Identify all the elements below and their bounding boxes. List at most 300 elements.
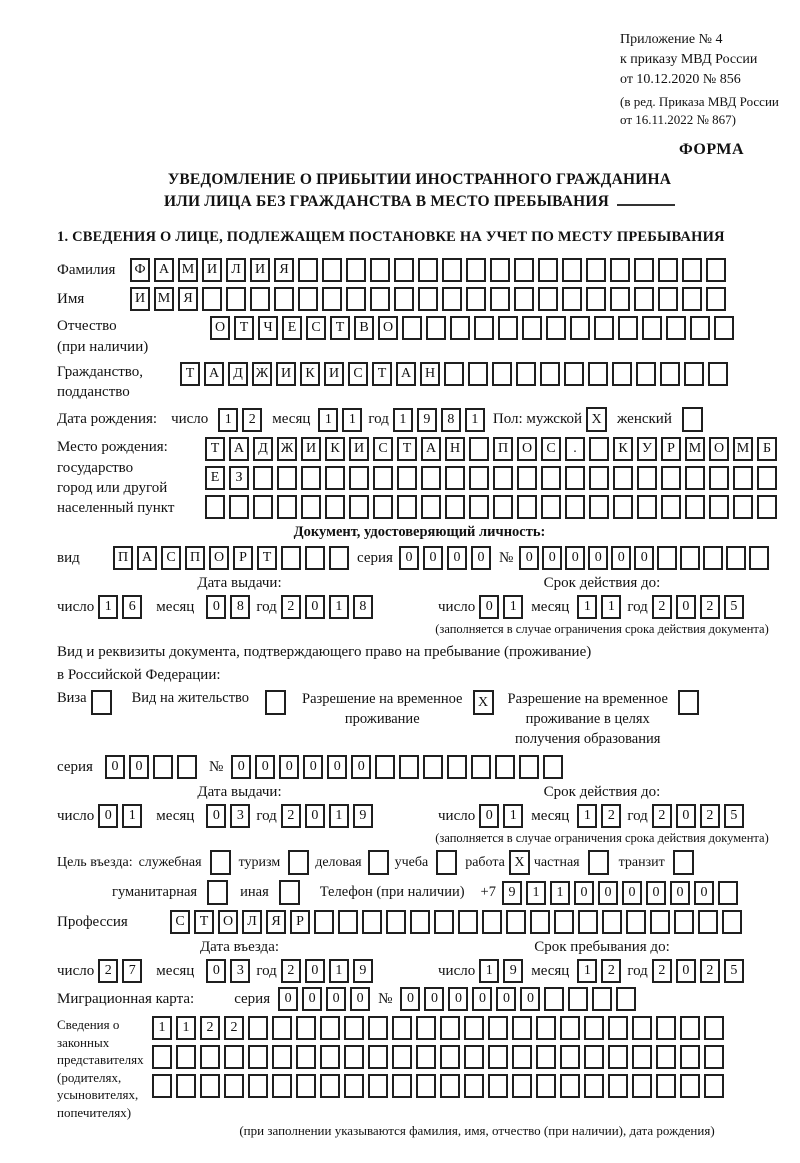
char-cell[interactable] [305, 546, 325, 570]
char-cell[interactable]: 0 [423, 546, 443, 570]
char-cell[interactable] [658, 287, 678, 311]
char-cell[interactable]: 0 [278, 987, 298, 1011]
char-cell[interactable] [680, 1016, 700, 1040]
char-cell[interactable] [684, 362, 704, 386]
char-cell[interactable] [682, 287, 702, 311]
char-cell[interactable] [512, 1016, 532, 1040]
char-cell[interactable] [538, 287, 558, 311]
char-cell[interactable] [200, 1074, 220, 1098]
char-cell[interactable] [229, 495, 249, 519]
char-cell[interactable]: Т [180, 362, 200, 386]
char-cell[interactable]: 2 [224, 1016, 244, 1040]
char-cell[interactable]: А [396, 362, 416, 386]
char-cell[interactable] [517, 466, 537, 490]
char-cell[interactable]: М [178, 258, 198, 282]
char-cell[interactable]: 1 [577, 595, 597, 619]
char-cell[interactable] [320, 1016, 340, 1040]
char-cell[interactable]: М [733, 437, 753, 461]
char-cell[interactable] [757, 495, 777, 519]
char-cell[interactable]: 2 [601, 804, 621, 828]
char-cell[interactable]: 0 [676, 959, 696, 983]
char-cell[interactable] [757, 466, 777, 490]
char-cell[interactable] [325, 466, 345, 490]
char-cell[interactable] [594, 316, 614, 340]
char-cell[interactable]: А [204, 362, 224, 386]
char-cell[interactable] [560, 1074, 580, 1098]
char-cell[interactable] [320, 1074, 340, 1098]
char-cell[interactable] [637, 495, 657, 519]
char-cell[interactable]: 0 [611, 546, 631, 570]
char-cell[interactable] [562, 258, 582, 282]
char-cell[interactable] [386, 910, 406, 934]
char-cell[interactable] [708, 362, 728, 386]
char-cell[interactable] [200, 1045, 220, 1069]
char-cell[interactable] [176, 1074, 196, 1098]
char-cell[interactable] [488, 1016, 508, 1040]
char-cell[interactable] [277, 495, 297, 519]
char-cell[interactable] [660, 362, 680, 386]
char-cell[interactable]: 2 [200, 1016, 220, 1040]
char-cell[interactable] [253, 466, 273, 490]
char-cell[interactable]: С [373, 437, 393, 461]
char-cell[interactable]: Т [257, 546, 277, 570]
char-cell[interactable]: Р [233, 546, 253, 570]
char-cell[interactable]: А [137, 546, 157, 570]
char-cell[interactable]: 0 [479, 595, 499, 619]
char-cell[interactable]: Т [372, 362, 392, 386]
char-cell[interactable] [618, 316, 638, 340]
char-cell[interactable]: X [586, 407, 607, 432]
char-cell[interactable] [392, 1045, 412, 1069]
char-cell[interactable]: 0 [565, 546, 585, 570]
char-cell[interactable] [418, 258, 438, 282]
char-cell[interactable] [565, 495, 585, 519]
char-cell[interactable] [248, 1074, 268, 1098]
char-cell[interactable] [490, 258, 510, 282]
char-cell[interactable] [464, 1074, 484, 1098]
char-cell[interactable] [445, 495, 465, 519]
char-cell[interactable] [314, 910, 334, 934]
char-cell[interactable] [673, 850, 694, 875]
char-cell[interactable]: 6 [122, 595, 142, 619]
char-cell[interactable]: 0 [326, 987, 346, 1011]
char-cell[interactable]: 8 [230, 595, 250, 619]
char-cell[interactable] [541, 466, 561, 490]
char-cell[interactable] [416, 1016, 436, 1040]
char-cell[interactable] [490, 287, 510, 311]
char-cell[interactable] [560, 1016, 580, 1040]
char-cell[interactable] [514, 287, 534, 311]
char-cell[interactable] [634, 287, 654, 311]
char-cell[interactable] [402, 316, 422, 340]
char-cell[interactable]: 0 [447, 546, 467, 570]
char-cell[interactable]: 0 [351, 755, 371, 779]
char-cell[interactable]: 0 [520, 987, 540, 1011]
char-cell[interactable]: 8 [441, 408, 461, 432]
char-cell[interactable] [207, 880, 228, 905]
char-cell[interactable]: 0 [448, 987, 468, 1011]
char-cell[interactable]: П [493, 437, 513, 461]
char-cell[interactable] [632, 1074, 652, 1098]
char-cell[interactable] [608, 1045, 628, 1069]
char-cell[interactable] [589, 466, 609, 490]
char-cell[interactable]: 0 [305, 959, 325, 983]
char-cell[interactable]: И [301, 437, 321, 461]
char-cell[interactable] [495, 755, 515, 779]
char-cell[interactable]: Н [445, 437, 465, 461]
char-cell[interactable]: 0 [399, 546, 419, 570]
char-cell[interactable] [373, 495, 393, 519]
char-cell[interactable] [656, 1045, 676, 1069]
char-cell[interactable] [482, 910, 502, 934]
char-cell[interactable] [703, 546, 723, 570]
char-cell[interactable] [397, 466, 417, 490]
char-cell[interactable]: 0 [303, 755, 323, 779]
char-cell[interactable] [344, 1016, 364, 1040]
char-cell[interactable] [426, 316, 446, 340]
char-cell[interactable]: Л [226, 258, 246, 282]
char-cell[interactable]: 2 [652, 959, 672, 983]
char-cell[interactable] [410, 910, 430, 934]
char-cell[interactable] [680, 1045, 700, 1069]
char-cell[interactable] [392, 1016, 412, 1040]
char-cell[interactable]: Ж [277, 437, 297, 461]
char-cell[interactable] [344, 1045, 364, 1069]
char-cell[interactable] [682, 258, 702, 282]
char-cell[interactable]: О [218, 910, 238, 934]
char-cell[interactable]: 0 [676, 595, 696, 619]
char-cell[interactable]: 9 [353, 804, 373, 828]
char-cell[interactable] [680, 546, 700, 570]
char-cell[interactable] [272, 1074, 292, 1098]
char-cell[interactable] [517, 495, 537, 519]
char-cell[interactable]: Д [228, 362, 248, 386]
char-cell[interactable]: И [349, 437, 369, 461]
char-cell[interactable] [253, 495, 273, 519]
char-cell[interactable] [632, 1045, 652, 1069]
char-cell[interactable] [512, 1045, 532, 1069]
char-cell[interactable]: 3 [230, 804, 250, 828]
char-cell[interactable] [370, 258, 390, 282]
char-cell[interactable] [610, 287, 630, 311]
char-cell[interactable]: 0 [206, 595, 226, 619]
char-cell[interactable]: 9 [353, 959, 373, 983]
char-cell[interactable] [153, 755, 173, 779]
char-cell[interactable] [656, 1074, 676, 1098]
char-cell[interactable]: 2 [281, 595, 301, 619]
char-cell[interactable] [536, 1016, 556, 1040]
char-cell[interactable] [733, 495, 753, 519]
char-cell[interactable]: О [709, 437, 729, 461]
char-cell[interactable] [440, 1016, 460, 1040]
char-cell[interactable]: 0 [206, 804, 226, 828]
char-cell[interactable]: Ж [252, 362, 272, 386]
char-cell[interactable] [733, 466, 753, 490]
char-cell[interactable] [588, 850, 609, 875]
char-cell[interactable] [685, 495, 705, 519]
char-cell[interactable] [530, 910, 550, 934]
char-cell[interactable]: 1 [550, 881, 570, 905]
char-cell[interactable]: Р [661, 437, 681, 461]
char-cell[interactable] [202, 287, 222, 311]
char-cell[interactable] [578, 910, 598, 934]
char-cell[interactable] [544, 987, 564, 1011]
char-cell[interactable]: 1 [503, 804, 523, 828]
char-cell[interactable] [698, 910, 718, 934]
char-cell[interactable]: М [154, 287, 174, 311]
char-cell[interactable]: О [209, 546, 229, 570]
char-cell[interactable] [560, 1045, 580, 1069]
char-cell[interactable]: 0 [400, 987, 420, 1011]
char-cell[interactable] [488, 1045, 508, 1069]
char-cell[interactable] [399, 755, 419, 779]
char-cell[interactable]: 0 [279, 755, 299, 779]
char-cell[interactable] [706, 258, 726, 282]
char-cell[interactable] [564, 362, 584, 386]
char-cell[interactable]: 1 [393, 408, 413, 432]
char-cell[interactable] [714, 316, 734, 340]
char-cell[interactable]: 0 [206, 959, 226, 983]
char-cell[interactable]: С [170, 910, 190, 934]
char-cell[interactable] [436, 850, 457, 875]
char-cell[interactable]: 1 [218, 408, 238, 432]
char-cell[interactable]: 0 [424, 987, 444, 1011]
char-cell[interactable] [298, 258, 318, 282]
char-cell[interactable]: 1 [152, 1016, 172, 1040]
char-cell[interactable]: 2 [281, 804, 301, 828]
char-cell[interactable] [296, 1074, 316, 1098]
char-cell[interactable] [468, 362, 488, 386]
char-cell[interactable] [636, 362, 656, 386]
char-cell[interactable] [250, 287, 270, 311]
char-cell[interactable] [322, 287, 342, 311]
char-cell[interactable]: 2 [242, 408, 262, 432]
char-cell[interactable] [642, 316, 662, 340]
char-cell[interactable] [296, 1016, 316, 1040]
char-cell[interactable]: 2 [652, 595, 672, 619]
char-cell[interactable] [498, 316, 518, 340]
char-cell[interactable] [568, 987, 588, 1011]
char-cell[interactable] [450, 316, 470, 340]
char-cell[interactable] [536, 1074, 556, 1098]
char-cell[interactable]: 1 [329, 595, 349, 619]
char-cell[interactable]: 0 [598, 881, 618, 905]
char-cell[interactable]: Е [205, 466, 225, 490]
char-cell[interactable] [514, 258, 534, 282]
char-cell[interactable]: О [378, 316, 398, 340]
char-cell[interactable]: . [565, 437, 585, 461]
char-cell[interactable]: 8 [353, 595, 373, 619]
char-cell[interactable]: 1 [577, 959, 597, 983]
char-cell[interactable]: 0 [98, 804, 118, 828]
char-cell[interactable]: 1 [329, 804, 349, 828]
char-cell[interactable] [416, 1045, 436, 1069]
char-cell[interactable] [586, 258, 606, 282]
char-cell[interactable] [608, 1074, 628, 1098]
char-cell[interactable] [613, 495, 633, 519]
char-cell[interactable]: В [354, 316, 374, 340]
char-cell[interactable] [541, 495, 561, 519]
char-cell[interactable]: 0 [646, 881, 666, 905]
char-cell[interactable] [570, 316, 590, 340]
char-cell[interactable]: Я [178, 287, 198, 311]
char-cell[interactable] [512, 1074, 532, 1098]
char-cell[interactable] [375, 755, 395, 779]
char-cell[interactable] [726, 546, 746, 570]
char-cell[interactable] [661, 466, 681, 490]
char-cell[interactable] [536, 1045, 556, 1069]
char-cell[interactable] [466, 287, 486, 311]
char-cell[interactable]: П [113, 546, 133, 570]
char-cell[interactable] [464, 1045, 484, 1069]
char-cell[interactable] [538, 258, 558, 282]
char-cell[interactable] [608, 1016, 628, 1040]
char-cell[interactable]: Т [397, 437, 417, 461]
char-cell[interactable] [416, 1074, 436, 1098]
char-cell[interactable] [704, 1016, 724, 1040]
char-cell[interactable] [562, 287, 582, 311]
char-cell[interactable] [522, 316, 542, 340]
char-cell[interactable]: Я [274, 258, 294, 282]
char-cell[interactable] [706, 287, 726, 311]
char-cell[interactable] [626, 910, 646, 934]
char-cell[interactable]: 3 [230, 959, 250, 983]
char-cell[interactable]: А [154, 258, 174, 282]
char-cell[interactable] [554, 910, 574, 934]
char-cell[interactable]: 2 [700, 804, 720, 828]
char-cell[interactable]: Т [194, 910, 214, 934]
char-cell[interactable] [368, 1016, 388, 1040]
char-cell[interactable] [296, 1045, 316, 1069]
char-cell[interactable]: 0 [542, 546, 562, 570]
char-cell[interactable]: 7 [122, 959, 142, 983]
char-cell[interactable]: 0 [231, 755, 251, 779]
char-cell[interactable]: 0 [471, 546, 491, 570]
char-cell[interactable]: Т [330, 316, 350, 340]
char-cell[interactable] [272, 1016, 292, 1040]
char-cell[interactable]: 0 [327, 755, 347, 779]
char-cell[interactable] [632, 1016, 652, 1040]
char-cell[interactable]: Т [205, 437, 225, 461]
char-cell[interactable] [674, 910, 694, 934]
char-cell[interactable] [680, 1074, 700, 1098]
char-cell[interactable]: С [541, 437, 561, 461]
char-cell[interactable] [301, 466, 321, 490]
char-cell[interactable]: 2 [700, 959, 720, 983]
char-cell[interactable] [650, 910, 670, 934]
char-cell[interactable] [281, 546, 301, 570]
char-cell[interactable] [546, 316, 566, 340]
char-cell[interactable] [421, 495, 441, 519]
char-cell[interactable] [656, 1016, 676, 1040]
char-cell[interactable] [718, 881, 738, 905]
char-cell[interactable]: 2 [700, 595, 720, 619]
char-cell[interactable]: 0 [472, 987, 492, 1011]
char-cell[interactable] [368, 1074, 388, 1098]
char-cell[interactable]: Е [282, 316, 302, 340]
char-cell[interactable] [346, 258, 366, 282]
char-cell[interactable] [458, 910, 478, 934]
char-cell[interactable] [584, 1074, 604, 1098]
char-cell[interactable]: 0 [588, 546, 608, 570]
char-cell[interactable] [658, 258, 678, 282]
char-cell[interactable]: А [421, 437, 441, 461]
char-cell[interactable]: 1 [98, 595, 118, 619]
char-cell[interactable] [444, 362, 464, 386]
char-cell[interactable] [344, 1074, 364, 1098]
char-cell[interactable]: С [306, 316, 326, 340]
char-cell[interactable]: У [637, 437, 657, 461]
char-cell[interactable] [466, 258, 486, 282]
char-cell[interactable] [440, 1074, 460, 1098]
char-cell[interactable] [584, 1045, 604, 1069]
char-cell[interactable]: 0 [622, 881, 642, 905]
char-cell[interactable] [373, 466, 393, 490]
char-cell[interactable] [447, 755, 467, 779]
char-cell[interactable]: 1 [342, 408, 362, 432]
char-cell[interactable] [493, 495, 513, 519]
char-cell[interactable]: 5 [724, 804, 744, 828]
char-cell[interactable] [637, 466, 657, 490]
char-cell[interactable]: 1 [503, 595, 523, 619]
char-cell[interactable]: 2 [98, 959, 118, 983]
char-cell[interactable]: О [517, 437, 537, 461]
char-cell[interactable] [265, 690, 286, 715]
char-cell[interactable] [325, 495, 345, 519]
char-cell[interactable] [749, 546, 769, 570]
char-cell[interactable]: X [509, 850, 530, 875]
char-cell[interactable] [493, 466, 513, 490]
char-cell[interactable] [682, 407, 703, 432]
char-cell[interactable] [370, 287, 390, 311]
char-cell[interactable]: 1 [577, 804, 597, 828]
char-cell[interactable] [362, 910, 382, 934]
char-cell[interactable] [394, 287, 414, 311]
char-cell[interactable]: Н [420, 362, 440, 386]
char-cell[interactable]: 0 [255, 755, 275, 779]
char-cell[interactable]: 1 [318, 408, 338, 432]
char-cell[interactable]: 0 [479, 804, 499, 828]
char-cell[interactable] [540, 362, 560, 386]
char-cell[interactable]: И [276, 362, 296, 386]
char-cell[interactable] [474, 316, 494, 340]
char-cell[interactable] [616, 987, 636, 1011]
char-cell[interactable] [592, 987, 612, 1011]
char-cell[interactable] [469, 437, 489, 461]
char-cell[interactable]: И [324, 362, 344, 386]
char-cell[interactable] [394, 258, 414, 282]
char-cell[interactable] [588, 362, 608, 386]
char-cell[interactable]: 0 [350, 987, 370, 1011]
char-cell[interactable] [613, 466, 633, 490]
char-cell[interactable] [434, 910, 454, 934]
char-cell[interactable]: К [300, 362, 320, 386]
char-cell[interactable] [519, 755, 539, 779]
char-cell[interactable]: И [130, 287, 150, 311]
char-cell[interactable]: 0 [574, 881, 594, 905]
char-cell[interactable] [516, 362, 536, 386]
char-cell[interactable] [471, 755, 491, 779]
char-cell[interactable]: X [473, 690, 494, 715]
char-cell[interactable]: 1 [329, 959, 349, 983]
char-cell[interactable]: З [229, 466, 249, 490]
char-cell[interactable] [298, 287, 318, 311]
char-cell[interactable]: 0 [496, 987, 516, 1011]
char-cell[interactable] [274, 287, 294, 311]
char-cell[interactable]: Р [290, 910, 310, 934]
char-cell[interactable] [704, 1045, 724, 1069]
char-cell[interactable]: 1 [479, 959, 499, 983]
